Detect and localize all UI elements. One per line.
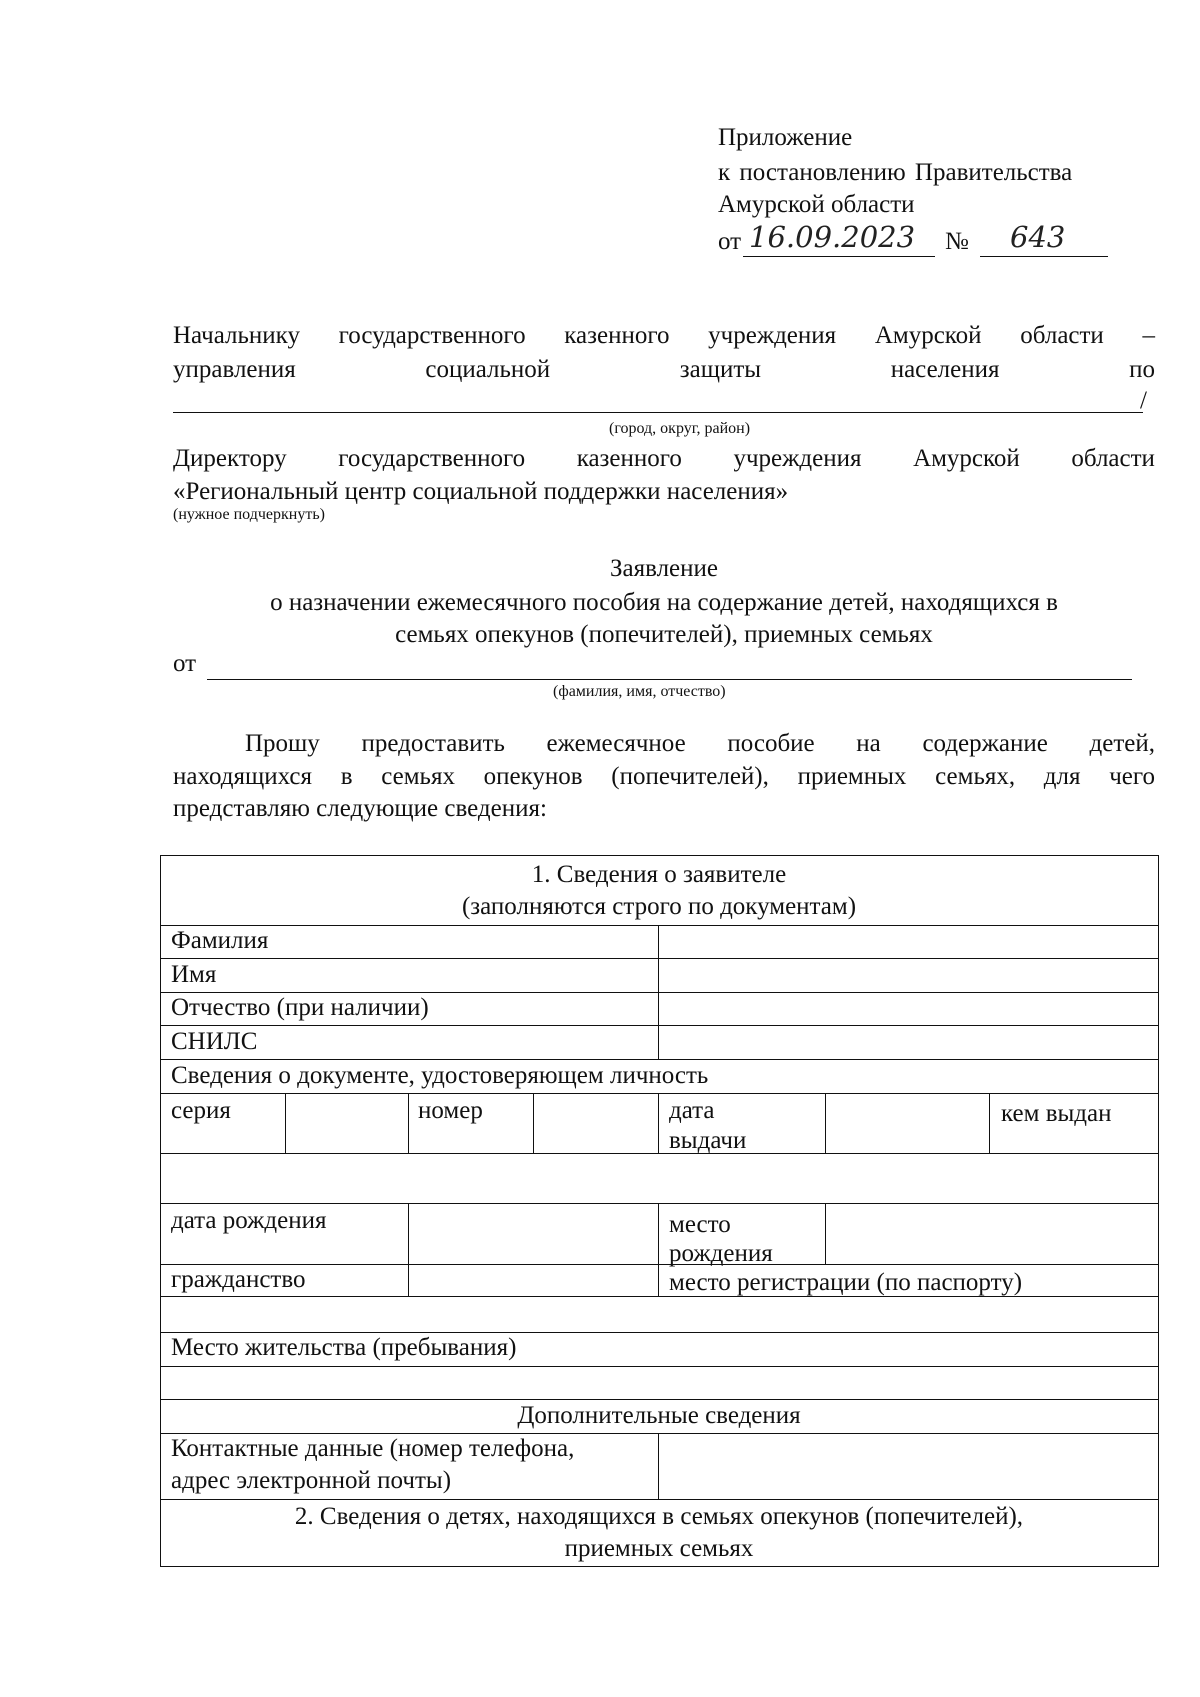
label-surname: Фамилия <box>171 927 269 954</box>
section-1-subtitle: (заполняются строго по документам) <box>461 893 857 920</box>
addressee-line-4: «Региональный центр социальной поддержки населения» <box>173 478 789 505</box>
handwritten-number: 643 <box>1010 220 1066 254</box>
word-gosudarstvennogo: государственного <box>338 445 526 472</box>
label-id-document: Сведения о документе, удостоверяющем личность <box>171 1062 709 1089</box>
label-registration: место регистрации (по паспорту) <box>669 1269 1023 1296</box>
section-2-title-1: 2. Сведения о детях, находящихся в семьях опекунов (попечителей), <box>294 1503 1024 1530</box>
request-line-2: находящихся в семьях опекунов (попечителей), приемных семьях, для чего <box>173 763 1155 790</box>
word-socialnoy: социальной <box>425 356 551 383</box>
label-patronymic: Отчество (при наличии) <box>171 994 429 1021</box>
label-snils: СНИЛС <box>171 1028 258 1055</box>
document-title: Заявление <box>609 555 719 582</box>
request-line-1: Прошу предоставить ежемесячное пособие на содержание детей, <box>245 730 1155 757</box>
label-issue-date-1: дата <box>669 1097 715 1124</box>
from-prefix: от <box>173 650 197 677</box>
label-series: серия <box>171 1097 231 1124</box>
request-line-3: представляю следующие сведения: <box>173 795 547 822</box>
word-uchrezhdeniya: учреждения <box>733 445 862 472</box>
slash: / <box>1140 387 1147 414</box>
word-naseleniya: населения <box>890 356 1000 383</box>
label-birth-place-1: место <box>669 1211 731 1238</box>
label-citizenship: гражданство <box>171 1266 306 1293</box>
document-subtitle-2: семьях опекунов (попечителей), приемных семьях <box>395 621 933 648</box>
word-oblasti: области <box>1071 445 1155 472</box>
label-residence: Место жительства (пребывания) <box>171 1334 517 1361</box>
applicant-name-field <box>207 654 1132 680</box>
label-name: Имя <box>171 961 217 988</box>
appendix-resolution: к постановлению Правительства <box>718 159 1073 186</box>
addressee-line-1: Начальнику государственного казенного учреждения Амурской области – <box>173 322 1155 349</box>
label-birth-place-2: рождения <box>669 1240 773 1267</box>
word-po: по <box>1129 356 1155 383</box>
word-kazennogo: казенного <box>576 445 682 472</box>
appendix-region: Амурской области <box>718 191 915 218</box>
section-2-title-2: приемных семьях <box>564 1535 754 1562</box>
district-hint: (город, округ, район) <box>609 420 751 437</box>
document-subtitle-1: о назначении ежемесячного пособия на содержание детей, находящихся в <box>270 589 1058 616</box>
label-contacts-1: Контактные данные (номер телефона, <box>171 1435 575 1462</box>
addressee-line-2 <box>173 354 1155 386</box>
word-direktoru: Директору <box>173 445 287 472</box>
number-prefix: № <box>945 228 969 255</box>
label-number: номер <box>418 1097 483 1124</box>
number-field <box>980 220 1108 257</box>
applicant-info-table <box>160 855 1159 1567</box>
section-1-title: 1. Сведения о заявителе <box>531 861 787 888</box>
word-amurskoy: Амурской <box>913 445 1020 472</box>
label-issue-date-2: выдачи <box>669 1127 747 1154</box>
district-field <box>173 389 1143 413</box>
applicant-name-hint: (фамилия, имя, отчество) <box>553 683 726 700</box>
label-additional-info: Дополнительные сведения <box>517 1402 801 1429</box>
label-issued-by: кем выдан <box>1001 1100 1112 1127</box>
date-prefix: от <box>718 228 742 255</box>
word-upravleniya: управления <box>173 356 296 383</box>
word-zashchity: защиты <box>679 356 762 383</box>
addressee-line-3 <box>173 443 1155 475</box>
handwritten-date: 16.09.2023 <box>749 220 916 254</box>
label-birth-date: дата рождения <box>171 1207 327 1234</box>
label-contacts-2: адрес электронной почты) <box>171 1467 452 1494</box>
date-field <box>743 220 935 257</box>
appendix-title: Приложение <box>718 124 853 151</box>
underline-hint: (нужное подчеркнуть) <box>173 506 325 523</box>
